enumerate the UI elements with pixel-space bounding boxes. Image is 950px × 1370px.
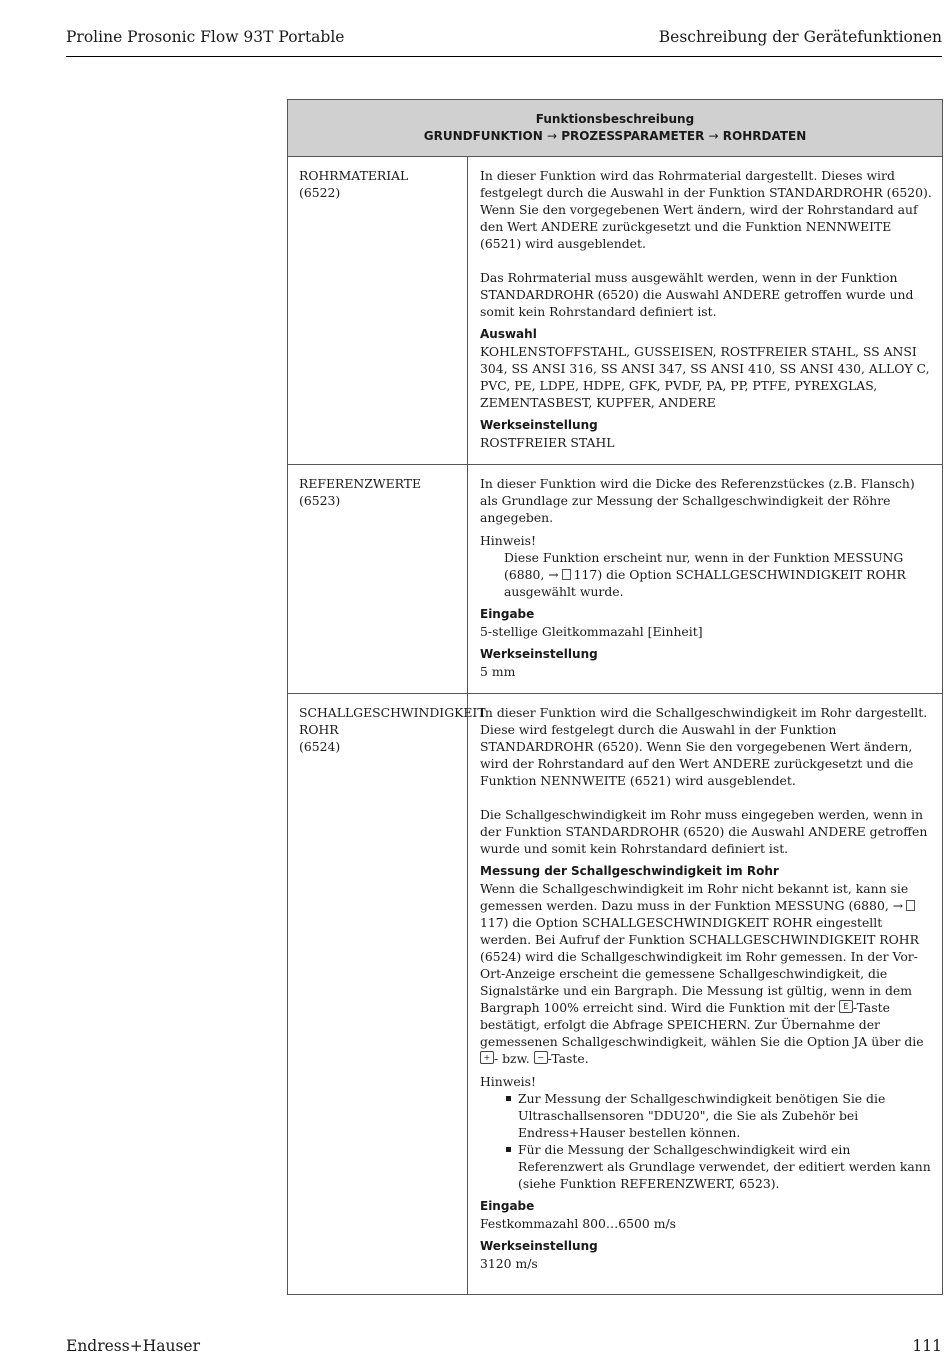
page-icon: [906, 900, 915, 911]
reference-arrow: →: [548, 567, 559, 582]
footer-brand: Endress+Hauser: [66, 1337, 200, 1355]
messung-label: Messung der Schallgeschwindigkeit im Rohr: [480, 864, 779, 878]
description-paragraph: In dieser Funktion wird die Schallgeschwindigkeit im Rohr dargestellt. Diese wird festgelegt durch die Auswahl in der Funktion STANDARDROHR (6520). Wenn Sie den vorgegebenen Wert ändern, wird der Rohrstandard auf den Wert ANDERE zurückgesetzt und die Funktion NENNWEITE (6521) wird ausgeblendet.: [480, 705, 928, 788]
minus-key-icon: −: [534, 1051, 548, 1064]
list-item: Zur Messung der Schallgeschwindigkeit benötigen Sie die Ultraschallsensoren "DDU20", die Sie als Zubehör bei Endress+Hauser bestellen können.: [518, 1090, 934, 1141]
e-key-icon: E: [839, 1000, 853, 1013]
werkseinstellung-label: Werkseinstellung: [480, 418, 598, 432]
description-paragraph: In dieser Funktion wird die Dicke des Referenzstückes (z.B. Flansch) als Grundlage zur Messung der Schallgeschwindigkeit der Röhre angegeben.: [480, 476, 915, 525]
hinweis-list: [480, 1090, 934, 1192]
werkseinstellung-value: 5 mm: [480, 664, 516, 679]
plus-key-icon: +: [480, 1051, 494, 1064]
function-code: (6523): [299, 493, 341, 508]
table-path: [289, 128, 941, 145]
page-ref[interactable]: 117: [573, 567, 598, 582]
function-desc-cell: [468, 694, 943, 1295]
path-arrow: →: [546, 129, 557, 143]
werkseinstellung-label: Werkseinstellung: [480, 1239, 598, 1253]
function-name: REFERENZWERTE: [299, 476, 422, 491]
function-name-cell: [288, 157, 468, 465]
table-row: [288, 157, 943, 465]
description-paragraph: Die Schallgeschwindigkeit im Rohr muss eingegeben werden, wenn in der Funktion STANDARDROHR (6520) die Auswahl ANDERE getroffen wurde und somit kein Rohrstandard definiert ist.: [480, 807, 928, 856]
auswahl-label: Auswahl: [480, 327, 537, 341]
path-1: GRUNDFUNKTION: [423, 129, 543, 143]
hinweis-label: Hinweis!: [480, 533, 536, 548]
header-rule: [66, 56, 942, 57]
page-number: 111: [912, 1337, 942, 1355]
function-desc-cell: [468, 465, 943, 694]
path-3: ROHRDATEN: [722, 129, 807, 143]
table-row: [288, 465, 943, 694]
function-name-cell: [288, 694, 486, 1295]
page-ref[interactable]: 117: [480, 915, 504, 930]
page-icon: [562, 569, 571, 580]
hinweis-label: Hinweis!: [480, 1074, 536, 1089]
eingabe-value: Festkommazahl 800…6500 m/s: [480, 1216, 677, 1231]
table-title: Funktionsbeschreibung: [535, 112, 695, 126]
table-header: [288, 100, 943, 157]
function-name: ROHRMATERIAL: [299, 168, 409, 183]
auswahl-value: KOHLENSTOFFSTAHL, GUSSEISEN, ROSTFREIER STAHL, SS ANSI 304, SS ANSI 316, SS ANSI 347, SS ANSI 410, SS ANSI 430, ALLOY C, PVC, PE, LDPE, HDPE, GFK, PVDF, PA, PP, PTFE, PYREXGLAS, ZEMENTASBEST, KUPFER, ANDERE: [480, 344, 930, 410]
function-table: [287, 99, 943, 1295]
eingabe-label: Eingabe: [480, 1199, 535, 1213]
function-code: (6522): [299, 185, 341, 200]
path-2: PROZESSPARAMETER: [561, 129, 705, 143]
list-item: Für die Messung der Schallgeschwindigkeit wird ein Referenzwert als Grundlage verwendet, der editiert werden kann (siehe Funktion REFERENZWERT, 6523).: [518, 1141, 934, 1192]
description-paragraph: Das Rohrmaterial muss ausgewählt werden, wenn in der Funktion STANDARDROHR (6520) die Auswahl ANDERE getroffen wurde und somit kein Rohrstandard definiert ist.: [480, 270, 914, 319]
werkseinstellung-label: Werkseinstellung: [480, 647, 598, 661]
werkseinstellung-value: 3120 m/s: [480, 1256, 538, 1271]
hinweis-text: Diese Funktion erscheint nur, wenn in der Funktion MESSUNG (6880, → 117) die Option SCHALLGESCHWINDIGKEIT ROHR ausgewählt wurde.: [504, 550, 906, 599]
eingabe-value: 5-stellige Gleitkommazahl [Einheit]: [480, 624, 703, 639]
function-name-cell: [288, 465, 468, 694]
function-desc-cell: [468, 157, 943, 465]
function-code: (6524): [299, 739, 341, 754]
header-section: Beschreibung der Gerätefunktionen: [658, 28, 942, 46]
path-arrow: →: [708, 129, 719, 143]
werkseinstellung-value: ROSTFREIER STAHL: [480, 435, 615, 450]
eingabe-label: Eingabe: [480, 607, 535, 621]
header-title: Proline Prosonic Flow 93T Portable: [66, 28, 345, 46]
description-paragraph: In dieser Funktion wird das Rohrmaterial dargestellt. Dieses wird festgelegt durch die Auswahl in der Funktion STANDARDROHR (6520). Wenn Sie den vorgegebenen Wert ändern, wird der Rohrstandard auf den Wert ANDERE zurückgesetzt und die Funktion NENNWEITE (6521) wird ausgeblendet.: [480, 168, 932, 251]
function-name: SCHALLGESCHWINDIGKEIT ROHR: [299, 705, 486, 737]
reference-arrow: →: [892, 898, 904, 913]
table-row: [288, 694, 943, 1295]
messung-text: Wenn die Schallgeschwindigkeit im Rohr nicht bekannt ist, kann sie gemessen werden. Dazu muss in der Funktion MESSUNG (6880, →117) die Option SCHALLGESCHWINDIGKEIT ROHR eingestellt werden. Bei Aufruf der Funktion SCHALLGESCHWINDIGKEIT ROHR (6524) wird die Schallgeschwindigkeit im Rohr gemessen. In der Vor-Ort-Anzeige erscheint die gemessene Schallgeschwindigkeit, die Signalstärke und ein Bargraph. Die Messung ist gültig, wenn in dem Bargraph 100% erreicht sind. Wird die Funktion mit der E -Taste bestätigt, erfolgt die Abfrage SPEICHERN. Zur Übernahme der gemessenen Schallgeschwindigkeit, wählen Sie die Option JA über die + - bzw. − -Taste.: [480, 881, 924, 1066]
